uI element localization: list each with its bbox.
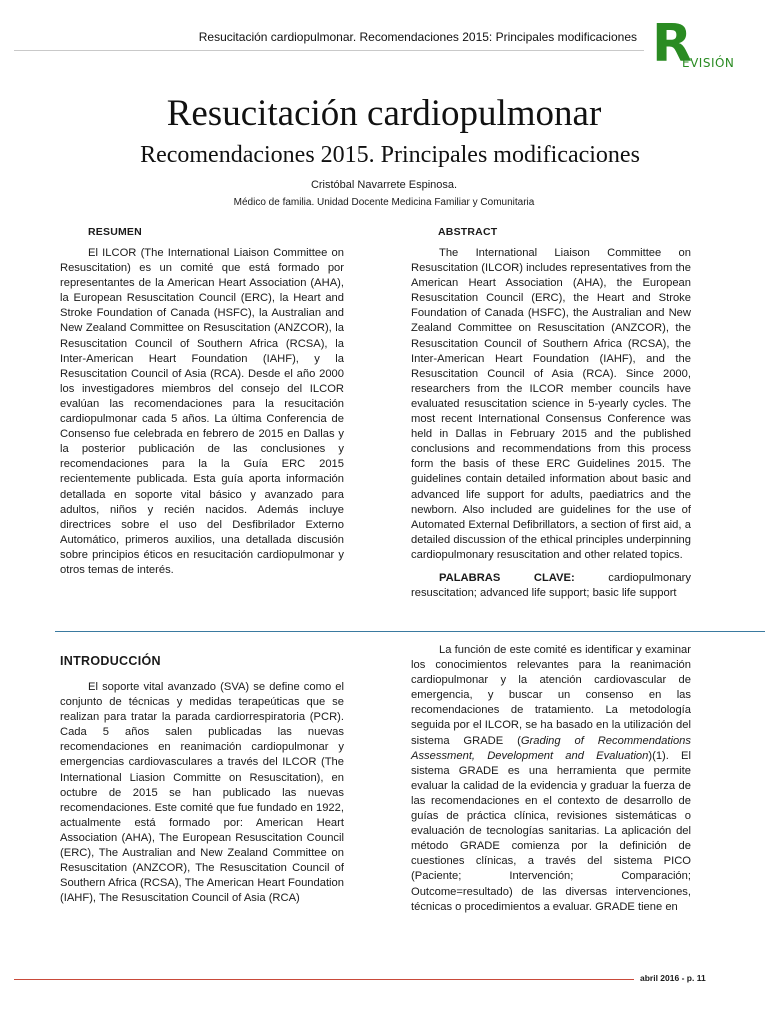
continuation-text-2: )(1). El sistema GRADE es una herramienta que permite evaluar la calidad de la evidencia y graduar la fuerza de las recomendaciones en el contexto de desarrollo de guías de práctica clínica, revisiones sistemáticas o evaluación de tecnologías sanitarias. La aplicación del método GRADE comienza por la definición de cuestiones clínicas, a través del sistema PICO (Paciente; Intervención; Comparación; Outcome=resultado) de las diversas intervenciones, técnicas o procedimientos a evaluar. GRADE tiene en bbox=[411, 749, 691, 913]
page-footer: abril 2016 - p. 11 bbox=[640, 973, 706, 983]
keywords-text: cardiopulmonary resuscitation; advanced life support; basic life support bbox=[411, 571, 691, 600]
logo-letter: R bbox=[652, 14, 693, 74]
continuation-paragraph bbox=[411, 643, 691, 915]
introduccion-heading: INTRODUCCIÓN bbox=[60, 654, 161, 668]
keywords-label: PALABRAS CLAVE: bbox=[439, 571, 575, 584]
article-title: Resucitación cardiopulmonar bbox=[166, 93, 602, 134]
introduccion-text: El soporte vital avanzado (SVA) se define como el conjunto de técnicas y medidas terapeúticas que se realizan para tratar la parada cardiorrespiratoria (PCR). Cada 5 años salen publicadas las nuevas recomendaciones en reanimación cardiopulmonar y emergencias cardiovasculares a través del ILCOR (The International Liasion Committe on Resuscitation), en octubre de 2015 se han publicado las nuevas recomendaciones. Este comité que fue fundado en 1922, actualmente está formado por: American Heart Association (AHA), The European Resuscitation Council (ERC), The Australian and New Zealand Committee on Resuscitation (ANZCOR), The Resuscitation Council of Southern Africa (RCSA), The American Heart Foundation (IAHF), The Resuscitation Council of Asia (RCA) bbox=[60, 681, 344, 905]
continuation-text-1: La función de este comité es identificar y examinar los conocimientos relevantes para la reanimación cardiopulmonar y la atención cardiovascular de emergencia, y buscar un consenso en las recomendaciones de tratamiento. La metodología seguida por el ILCOR, se ha basado en la utilización del sistema GRADE ( bbox=[411, 644, 691, 747]
footer-rule bbox=[14, 979, 634, 980]
section-divider bbox=[55, 631, 765, 632]
header-rule bbox=[14, 50, 644, 51]
introduccion-body bbox=[60, 680, 344, 906]
abstract-body bbox=[411, 246, 691, 601]
logo-text: EVISIÓN bbox=[682, 56, 735, 70]
keywords bbox=[411, 571, 691, 601]
abstract-text: The International Liaison Committee on Resuscitation (ILCOR) includes representatives from the American Heart Association (AHA), the European Resuscitation Council (ERC), the Heart and Stroke Foundation of Canada (HSFC), the Australian and New Zealand Committee on Resuscitation (ANZCOR), the Resuscitation Council of Southern Africa (RCSA), the Inter-American Heart Foundation (IAHF), and the Resuscitation Council of Asia (RCA). Since 2000, researchers from the ILCOR member councils have evaluated resuscitation science in 5-yearly cycles. The most recent International Consensus Conference was held in Dallas in February 2015 and the published conclusions and recommendations from this process form the basis of these ERC Guidelines 2015. The guidelines contain detailed information about basic and advanced life support for adults, paediatrics and the newborn. Also included are guidelines for the use of Automated External Defibrillators, a section of first aid, a detailed discussion of the ethical principles underpinning cardiopulmonary resuscitation and other related topics. bbox=[411, 247, 691, 561]
running-title: Resucitación cardiopulmonar. Recomendaciones 2015: Principales modificaciones bbox=[198, 30, 637, 44]
revision-logo bbox=[652, 14, 762, 74]
resumen-text: El ILCOR (The International Liaison Committee on Resuscitation) es un comité que está formado por representantes de la American Heart Association (AHA), la European Resuscitation Council (ERC), la Heart and Stroke Foundation of Canada (HSFC), la Australian and New Zealand Committee on Resuscitation (ANZCOR), la Resuscitation Council of Southern Africa (RCSA), la Inter-American Heart Foundation (IAHF), y la Resuscitation Council of Asia (RCA). Desde el año 2000 los investigadores miembros del consejo del ILCOR evalúan las recomendaciones para la resucitación cardiopulmonar cada 5 años. La última Conferencia de Consenso fue celebrada en febrero de 2015 en Dallas y la posterior publicación de las conclusiones y recomendaciones para la la Guía ERC 2015 recientemente publicada. Esta guía aporta información detallada en soporte vital básico y avanzado para adultos, niños y recién nacidos. Además incluye directrices sobre el uso del Desfibrilador Externo Automático, primeros auxilios, una detallada discusión sobre principios éticos en resucitación cardiopulmonar y otros temas de interés. bbox=[60, 247, 344, 576]
resumen-body bbox=[60, 246, 344, 578]
author: Cristóbal Navarrete Espinosa. bbox=[310, 179, 458, 191]
continuation-body bbox=[411, 643, 691, 915]
grade-expansion: Grading of Recommendations Assessment, Development and Evaluation bbox=[411, 734, 691, 762]
article-subtitle: Recomendaciones 2015. Principales modificaciones bbox=[140, 142, 640, 168]
affiliation: Médico de familia. Unidad Docente Medicina Familiar y Comunitaria bbox=[233, 197, 535, 208]
abstract-label: ABSTRACT bbox=[438, 226, 498, 238]
resumen-label: RESUMEN bbox=[88, 226, 142, 238]
